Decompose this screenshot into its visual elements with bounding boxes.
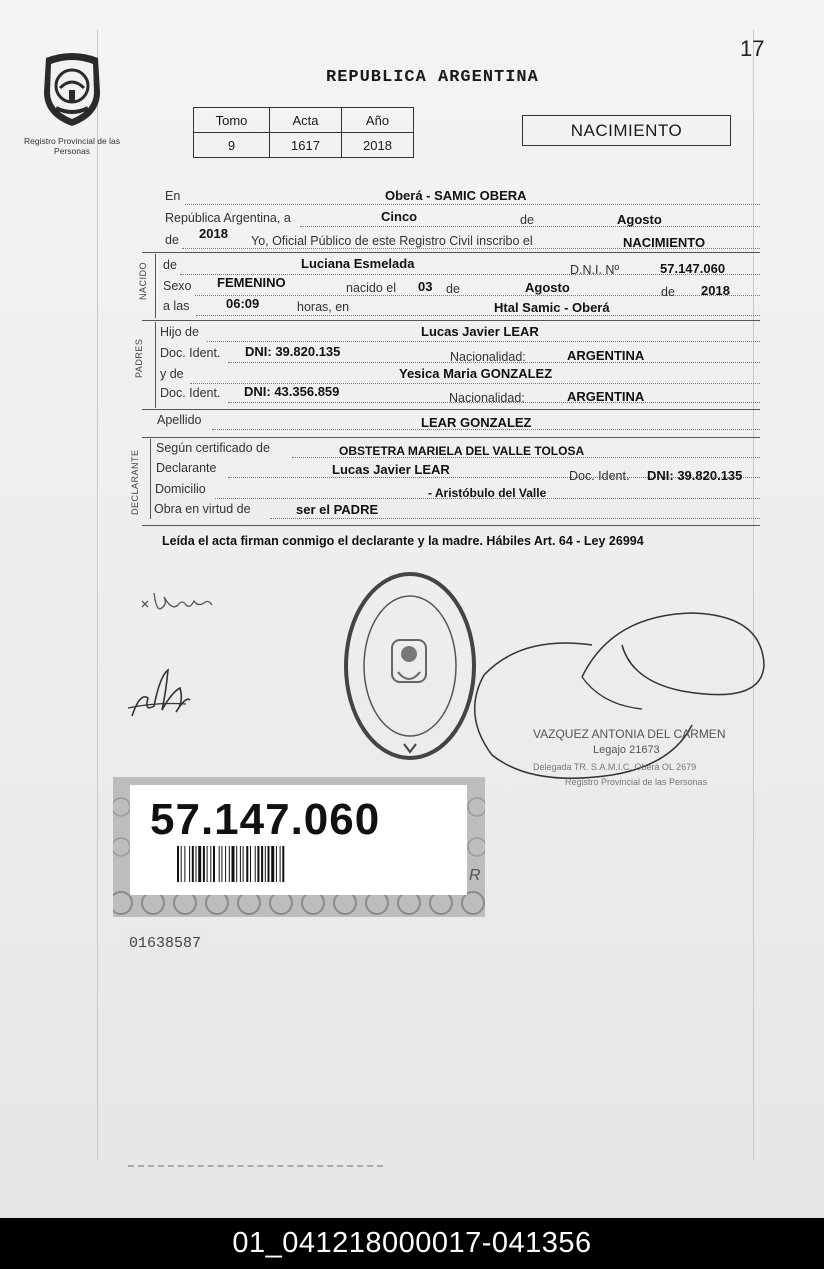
doc-ident-label-2: Doc. Ident. (160, 386, 221, 400)
dotted-line (270, 517, 760, 519)
dni-label: D.N.I. Nº (570, 263, 620, 277)
nacido-el-label: nacido el (346, 281, 397, 295)
segun-label: Según certificado de (156, 441, 270, 455)
pattern-letter: R (469, 867, 481, 884)
page-number: 17 (740, 36, 765, 61)
padres-section-label: PADRES (134, 338, 144, 378)
section-bar (155, 322, 156, 408)
act-type-box: NACIMIENTO (522, 115, 731, 146)
closing-statement: Leída el acta firman conmigo el declarante y la madre. Hábiles Art. 64 - Ley 26994 (162, 534, 644, 548)
header-acta: Acta (270, 108, 342, 133)
padre-nacionalidad: ARGENTINA (567, 348, 645, 363)
en-label: En (165, 189, 181, 203)
bottom-dashed-line (128, 1165, 383, 1167)
en-value: Oberá - SAMIC OBERA (385, 188, 527, 203)
nacionalidad-label: Nacionalidad: (450, 350, 526, 364)
dotted-line (185, 203, 760, 205)
padre-doc: DNI: 39.820.135 (245, 344, 341, 359)
mes-value: Agosto (617, 212, 662, 227)
nacido-de-label: de (163, 258, 177, 272)
hijo-de-label: Hijo de (160, 325, 199, 339)
domicilio-value: - Aristóbulo del Valle (428, 486, 547, 500)
oficial-text: Yo, Oficial Público de este Registro Civil inscribo el (251, 234, 533, 248)
official-stamp-icon (340, 566, 480, 766)
registry-crest-icon (36, 52, 108, 128)
madre-nacionalidad: ARGENTINA (567, 389, 645, 404)
section-divider (142, 437, 760, 438)
sexo-label: Sexo (163, 279, 192, 293)
official-name: VAZQUEZ ANTONIA DEL CARMEN (533, 727, 726, 741)
nacionalidad-label-2: Nacionalidad: (449, 391, 525, 405)
header-anio: Año (342, 108, 414, 133)
de-label-2: de (165, 233, 179, 247)
obra-value: ser el PADRE (296, 502, 379, 517)
section-divider (142, 252, 760, 253)
handwritten-signature-madre (126, 662, 196, 724)
official-signature (462, 605, 772, 785)
nacido-dia: 03 (418, 279, 433, 294)
nacido-nombre: Luciana Esmelada (301, 256, 415, 271)
y-de-label: y de (160, 367, 184, 381)
nacido-de-label-3: de (661, 285, 675, 299)
horas-en-label: horas, en (297, 300, 350, 314)
padre-nombre: Lucas Javier LEAR (421, 324, 539, 339)
section-divider (142, 409, 760, 410)
nacido-section-label: NACIDO (138, 261, 148, 300)
declarante-doc-label: Doc. Ident. (569, 469, 630, 483)
header-tomo: Tomo (194, 108, 270, 133)
official-office: Registro Provincial de las Personas (565, 777, 708, 787)
a-las-label: a las (163, 299, 190, 313)
nacido-mes: Agosto (525, 280, 570, 295)
doc-ident-label: Doc. Ident. (160, 346, 221, 360)
section-bar (155, 254, 156, 318)
anio-value: 2018 (199, 226, 228, 241)
madre-nombre: Yesica Maria GONZALEZ (399, 366, 553, 381)
handwritten-signature-declarante (138, 585, 228, 617)
declarante-doc: DNI: 39.820.135 (647, 468, 743, 483)
section-divider (142, 525, 760, 526)
registry-logo-caption: Registro Provincial de las Personas (24, 136, 120, 156)
value-acta: 1617 (270, 133, 342, 158)
value-tomo: 9 (194, 133, 270, 158)
serial-number: 01638587 (119, 929, 211, 959)
republica-label: República Argentina, a (165, 211, 291, 225)
document-title: REPUBLICA ARGENTINA (326, 68, 539, 87)
nacido-lugar: Htal Samic - Oberá (494, 300, 610, 315)
certificado-value: OBSTETRA MARIELA DEL VALLE TOLOSA (339, 444, 585, 458)
barcode-number: 57.147.060 (150, 795, 381, 844)
section-divider (142, 320, 760, 321)
nacido-dni: 57.147.060 (660, 261, 726, 276)
declarante-section-label: DECLARANTE (130, 449, 140, 515)
registry-table (193, 107, 414, 158)
dia-value: Cinco (381, 209, 418, 224)
value-anio: 2018 (342, 133, 414, 158)
declarante-nombre: Lucas Javier LEAR (332, 462, 450, 477)
barcode-bars-icon (177, 846, 377, 882)
nacido-hora: 06:09 (226, 296, 260, 311)
obra-label: Obra en virtud de (154, 502, 251, 516)
dotted-line (207, 340, 760, 342)
official-role: Delegada TR. S.A.M.I.C. Oberá OL 2679 (533, 762, 697, 772)
domicilio-label: Domicilio (155, 482, 206, 496)
apellido-label: Apellido (157, 413, 202, 427)
dotted-line (196, 314, 760, 316)
left-margin-line (97, 30, 98, 1160)
de-label: de (520, 213, 534, 227)
madre-doc: DNI: 43.356.859 (244, 384, 340, 399)
declarante-label: Declarante (156, 461, 217, 475)
dotted-line (195, 294, 760, 296)
nacido-anio: 2018 (701, 283, 730, 298)
apellido-value: LEAR GONZALEZ (421, 415, 532, 430)
scan-id-footer: 01_041218000017-041356 (0, 1218, 824, 1269)
official-legajo: Legajo 21673 (593, 744, 660, 756)
inscribo-value: NACIMIENTO (623, 235, 706, 250)
section-bar (150, 439, 151, 519)
nacido-de-label-2: de (446, 282, 460, 296)
right-margin-line (753, 30, 754, 1160)
nacido-sexo: FEMENINO (217, 275, 286, 290)
